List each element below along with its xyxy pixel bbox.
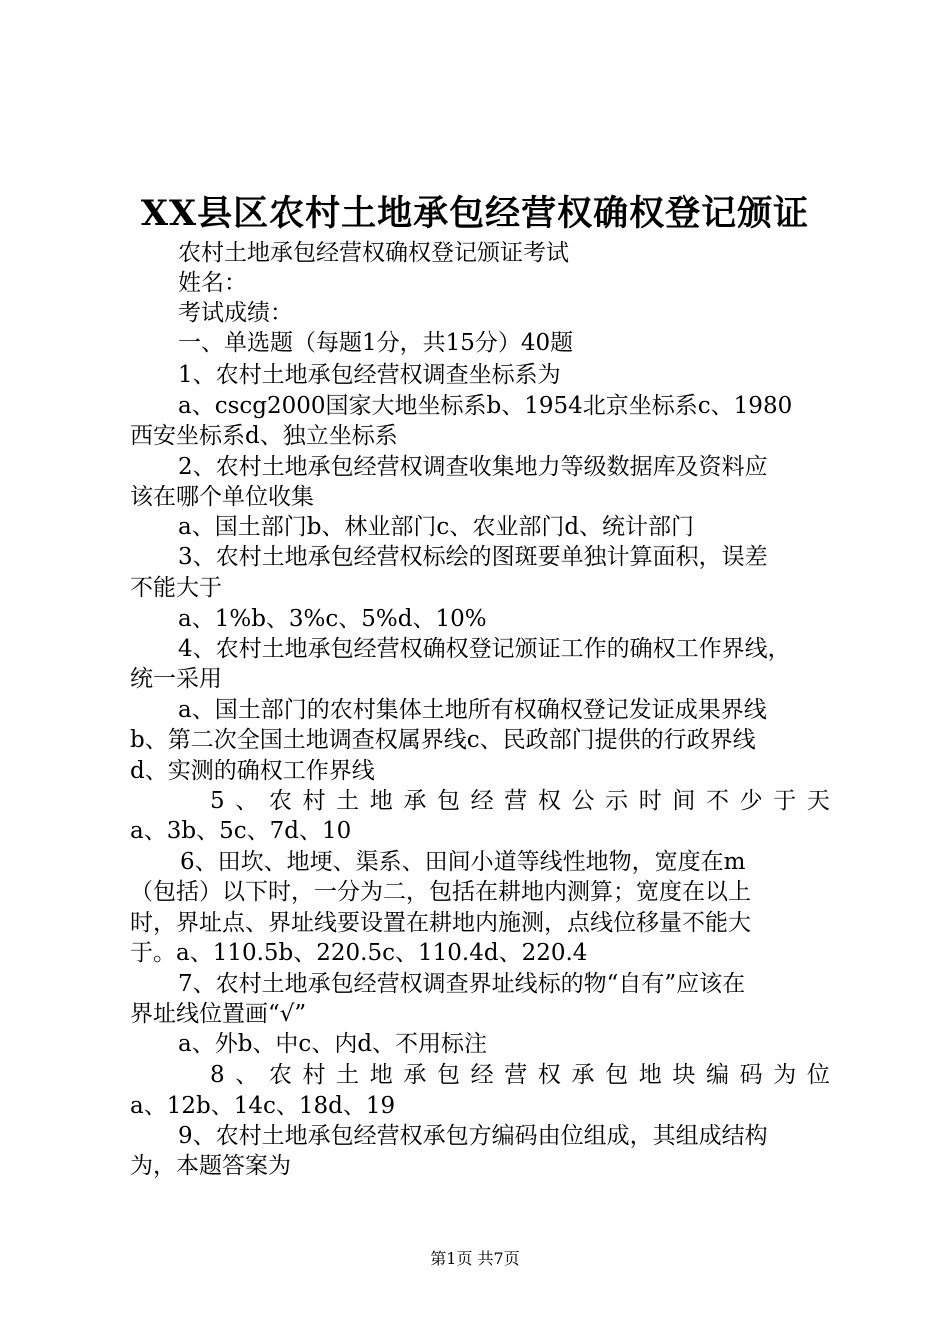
question-options: a、3b、5c、7d、10	[130, 818, 352, 844]
question-text: 7、农村土地承包经营权调查界址线标的物“自有”应该在	[178, 971, 746, 997]
question-options: a、国土部门的农村集体土地所有权确权登记发证成果界线	[178, 697, 767, 723]
question-options: a、外b、中c、内d、不用标注	[178, 1031, 488, 1057]
question-options: a、国土部门b、林业部门c、农业部门d、统计部门	[178, 514, 695, 540]
question-text: 3、农村土地承包经营权标绘的图斑要单独计算面积，误差	[178, 544, 768, 570]
question-options: 西安坐标系d、独立坐标系	[130, 423, 398, 449]
exam-subtitle: 农村土地承包经营权确权登记颁证考试	[178, 240, 569, 266]
question-text: 6、田坎、地埂、渠系、田间小道等线性地物，宽度在m	[180, 849, 746, 875]
question-text: 统一采用	[130, 666, 222, 692]
question-text: 2、农村土地承包经营权调查收集地力等级数据库及资料应	[178, 454, 768, 480]
question-options: a、1%b、3%c、5%d、10%	[178, 606, 487, 632]
question-options: a、cscg2000国家大地坐标系b、1954北京坐标系c、1980	[178, 393, 793, 419]
name-field-label: 姓名：	[178, 270, 247, 296]
question-text: 4、农村土地承包经营权确权登记颁证工作的确权工作界线，	[178, 636, 791, 662]
question-text: 界址线位置画“√”	[130, 1001, 307, 1027]
score-field-label: 考试成绩：	[178, 300, 293, 326]
question-options: a、12b、14c、18d、19	[130, 1093, 396, 1119]
question-text: 时，界址点、界址线要设置在耕地内施测，点线位移量不能大	[130, 910, 751, 936]
section-heading: 一、单选题（每题1分，共15分）40题	[178, 330, 574, 356]
question-options: 于。a、110.5b、220.5c、110.4d、220.4	[130, 940, 588, 966]
question-text: 为，本题答案为	[130, 1153, 291, 1179]
question-text: 1、农村土地承包经营权调查坐标系为	[178, 362, 561, 388]
question-text: 9、农村土地承包经营权承包方编码由位组成，其组成结构	[178, 1123, 768, 1149]
question-text: （包括）以下时，一分为二，包括在耕地内测算；宽度在以上	[130, 879, 751, 905]
page-number: 第1页 共7页	[430, 1249, 520, 1268]
document-title: XX县区农村土地承包经营权确权登记颁证	[140, 193, 810, 234]
question-options: d、实测的确权工作界线	[130, 758, 375, 784]
question-text: 该在哪个单位收集	[130, 484, 314, 510]
question-text: 不能大于	[130, 575, 222, 601]
question-text: 5 、 农 村 土 地 承 包 经 营 权 公 示 时 间 不 少 于 天	[210, 788, 830, 814]
question-options: b、第二次全国土地调查权属界线c、民政部门提供的行政界线	[130, 727, 756, 753]
question-text: 8 、 农 村 土 地 承 包 经 营 权 承 包 地 块 编 码 为 位	[210, 1062, 830, 1088]
